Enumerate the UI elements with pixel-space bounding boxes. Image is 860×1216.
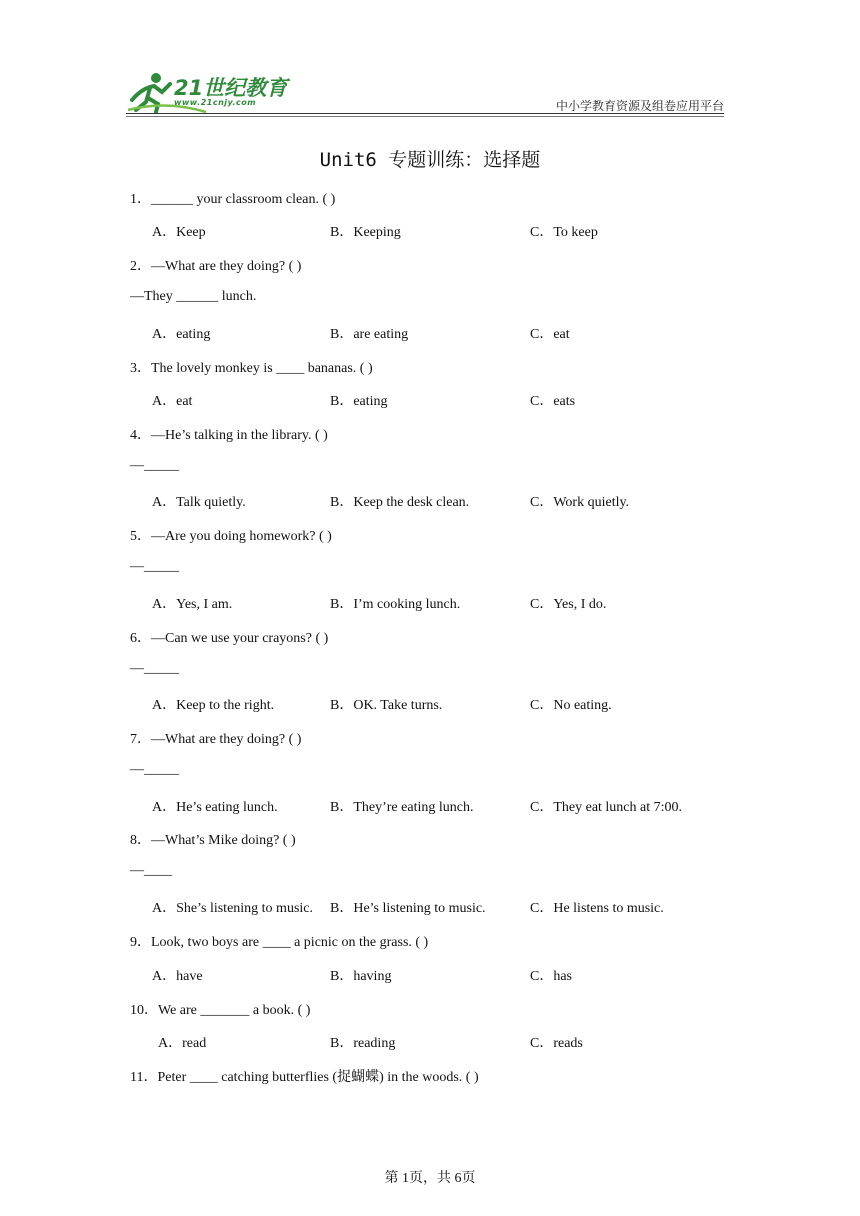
question-answer-line: —They ______ lunch.	[130, 289, 257, 304]
logo-url: www.21cnjy.com	[174, 98, 257, 107]
option-c[interactable]: C．To keep	[530, 225, 598, 240]
option-c[interactable]: C．Yes, I do.	[530, 597, 607, 612]
question-answer-line: —_____	[130, 661, 179, 676]
option-a[interactable]: A．She’s listening to music.	[152, 901, 313, 916]
option-c[interactable]: C．eat	[530, 327, 570, 342]
option-a[interactable]: A．Keep to the right.	[152, 698, 275, 713]
header-divider-thin	[126, 116, 724, 117]
question-stem: 10．We are _______ a book. ( )	[130, 1003, 311, 1018]
option-c[interactable]: C．Work quietly.	[530, 495, 630, 510]
question-stem: 5．—Are you doing homework? ( )	[130, 529, 332, 544]
option-a[interactable]: A．He’s eating lunch.	[152, 800, 278, 815]
question-answer-line: —_____	[130, 762, 179, 777]
page-footer: 第 1页，共 6页	[384, 1171, 476, 1186]
question-answer-line: —_____	[130, 559, 179, 574]
option-c[interactable]: C．eats	[530, 394, 576, 409]
page-title: Unit6 专题训练：选择题	[319, 149, 541, 171]
option-b[interactable]: B．I’m cooking lunch.	[330, 597, 461, 612]
option-a[interactable]: A．read	[158, 1036, 207, 1051]
logo-text: 21世纪教育	[174, 76, 288, 100]
question-answer-line: —_____	[130, 458, 179, 473]
option-a[interactable]: A．eat	[152, 394, 193, 409]
question-stem: 8．—What’s Mike doing? ( )	[130, 833, 296, 848]
option-c[interactable]: C．reads	[530, 1036, 583, 1051]
option-c[interactable]: C．They eat lunch at 7:00.	[530, 800, 683, 815]
option-b[interactable]: B．eating	[330, 394, 388, 409]
option-b[interactable]: B．Keeping	[330, 225, 401, 240]
header-platform-text: 中小学教育资源及组卷应用平台	[555, 99, 724, 113]
option-b[interactable]: B．Keep the desk clean.	[330, 495, 470, 510]
option-c[interactable]: C．No eating.	[530, 698, 612, 713]
option-b[interactable]: B．OK. Take turns.	[330, 698, 443, 713]
option-a[interactable]: A．Yes, I am.	[152, 597, 233, 612]
option-c[interactable]: C．He listens to music.	[530, 901, 664, 916]
question-stem: 4．—He’s talking in the library. ( )	[130, 428, 328, 443]
option-b[interactable]: B．having	[330, 969, 392, 984]
option-a[interactable]: A．Keep	[152, 225, 206, 240]
option-a[interactable]: A．have	[152, 969, 203, 984]
option-b[interactable]: B．He’s listening to music.	[330, 901, 486, 916]
question-answer-line: —____	[130, 863, 172, 878]
page-header	[126, 62, 724, 118]
question-stem: 6．—Can we use your crayons? ( )	[130, 631, 329, 646]
question-stem: 9．Look, two boys are ____ a picnic on the grass. ( )	[130, 935, 429, 950]
question-stem: 1．______ your classroom clean. ( )	[130, 192, 336, 207]
option-a[interactable]: A．eating	[152, 327, 211, 342]
question-stem: 2．—What are they doing? ( )	[130, 259, 302, 274]
option-b[interactable]: B．are eating	[330, 327, 409, 342]
header-divider	[126, 113, 724, 114]
option-a[interactable]: A．Talk quietly.	[152, 495, 246, 510]
option-b[interactable]: B．They’re eating lunch.	[330, 800, 474, 815]
question-stem: 11．Peter ____ catching butterflies (捉蝴蝶) in the woods. ( )	[130, 1070, 479, 1085]
option-b[interactable]: B．reading	[330, 1036, 396, 1051]
question-stem: 7．—What are they doing? ( )	[130, 732, 302, 747]
question-stem: 3．The lovely monkey is ____ bananas. ( )	[130, 361, 373, 376]
option-c[interactable]: C．has	[530, 969, 572, 984]
